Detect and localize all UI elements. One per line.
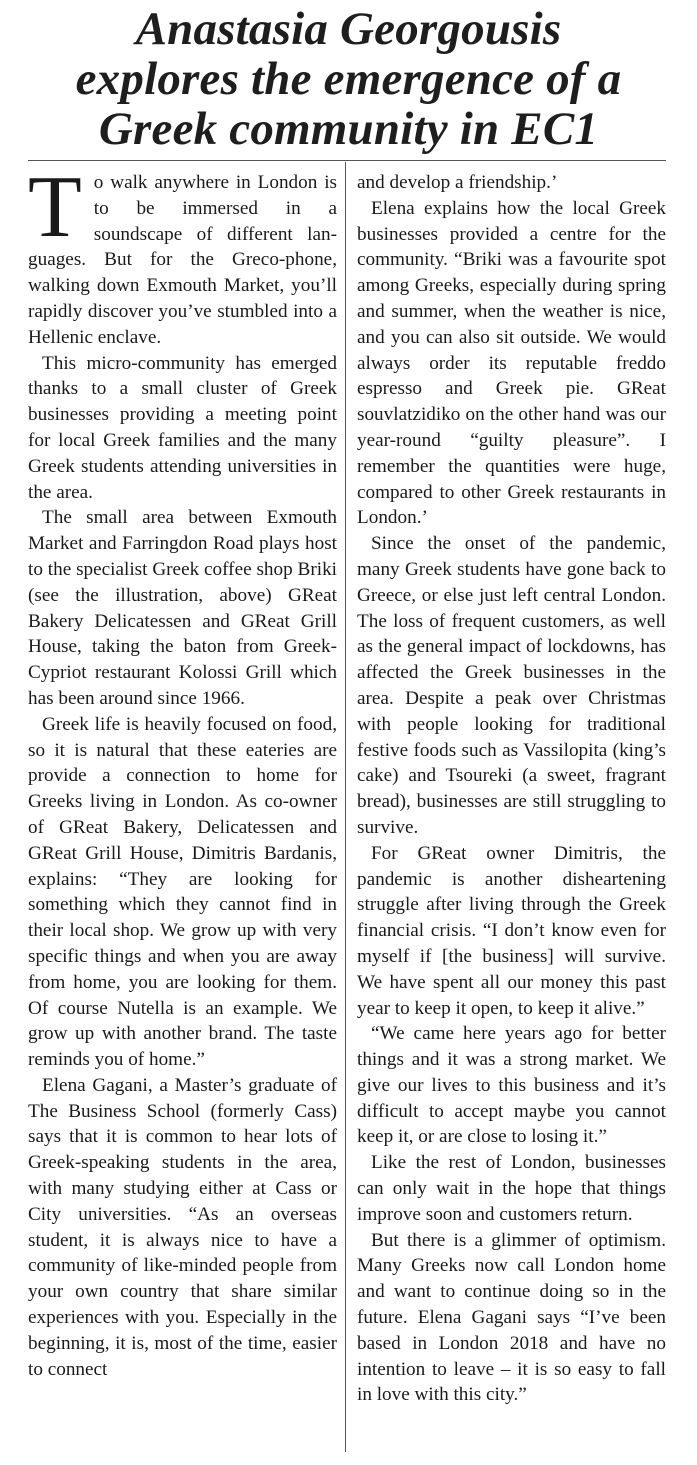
paragraph-continued: and develop a friendship.’ <box>357 172 558 193</box>
paragraph <box>28 159 337 351</box>
headline-line-3: Greek community in EC1 <box>98 103 599 155</box>
paragraph: “We came here years ago for better things and it was a strong market. We give our lives to this business and it’s difficult to accept maybe you cannot keep it, or are close to losing it.” <box>357 1023 666 1148</box>
article-headline <box>14 4 683 154</box>
paragraph: Elena explains how the local Greek businesses provided a centre for the community. “Briki was a favourite spot among Greeks, especially during spring and summer, when the weather is nice, and you can also sit outside. We would always order its reputable freddo espresso and Greek pie. GReat souvlatzidiko on the other hand was our year-round “guilty pleasure”. I remember the quantities were huge, compared to other Greek restaurants in London.’ <box>357 197 666 529</box>
drop-cap: T <box>28 159 82 256</box>
paragraph: Elena Gagani, a Master’s graduate of The Business School (formerly Cass) says that it is common to hear lots of Greek-speaking students in the area, with many studying either at Cass or City universities. “As an overseas student, it is always nice to have a community of like-minded people from your own country that share similar experiences with you. Especially in the beginning, it is, most of the time, easier to connect <box>28 1074 337 1380</box>
paragraph: The small area between Exmouth Market and Farringdon Road plays host to the specialist Greek coffee shop Briki (see the illustration, above) GReat Bakery Delicatessen and GReat Grill House, taking the baton from Greek-Cypriot restaurant Kolossi Grill which has been around since 1966. <box>28 507 337 709</box>
paragraph: For GReat owner Dimitris, the pandemic is another disheartening struggle after living through the Greek financial crisis. “I don’t know even for myself if [the business] will survive. We have spent all our money this past year to keep it open, to keep it alive.” <box>357 842 666 1019</box>
paragraph-text: o walk anywhere in London is to be immersed in a soundscape of different languages. But for the Greco-phone, walking down Exmouth Market, you’ll rapidly discover you’ve stumbled into a Hellenic enclave. <box>28 172 337 348</box>
headline-line-2: explores the emergence of a <box>75 53 622 105</box>
right-column <box>357 170 666 1408</box>
paragraph: Greek life is heavily focused on food, so it is natural that these eateries are provide a connection to home for Greeks living in London. As co-owner of GReat Bakery, Delicatessen and GReat Grill House, Dimitris Bardanis, explains: “They are looking for something which they cannot find in their local shop. We grow up with very specific things and when you are away from home, you are looking for them. Of course Nutella is an example. We grow up with another brand. The taste reminds you of home.” <box>28 713 337 1071</box>
column-divider <box>345 162 346 1452</box>
paragraph: Like the rest of London, businesses can only wait in the hope that things improve soon and customers return. <box>357 1152 666 1225</box>
paragraph: This micro-community has emerged thanks to a small cluster of Greek businesses providing a meeting point for local Greek families and the many Greek students attending universities in the area. <box>28 352 337 503</box>
headline-divider <box>28 160 666 161</box>
left-column <box>28 159 337 1382</box>
paragraph: Since the onset of the pandemic, many Greek students have gone back to Greece, or else just left central London. The loss of frequent customers, as well as the general impact of lockdowns, has affected the Greek businesses in the area. Despite a peak over Christmas with people looking for traditional festive foods such as Vassilopita (king’s cake) and Tsoureki (a sweet, fragrant bread), businesses are still struggling to survive. <box>357 533 666 838</box>
headline-line-1: Anastasia Georgousis <box>135 3 562 55</box>
paragraph: But there is a glimmer of optimism. Many Greeks now call London home and want to continue doing so in the future. Elena Gagani says “I’ve been based in London 2018 and have no intention to leave – it is so easy to fall in love with this city.” <box>357 1229 666 1406</box>
